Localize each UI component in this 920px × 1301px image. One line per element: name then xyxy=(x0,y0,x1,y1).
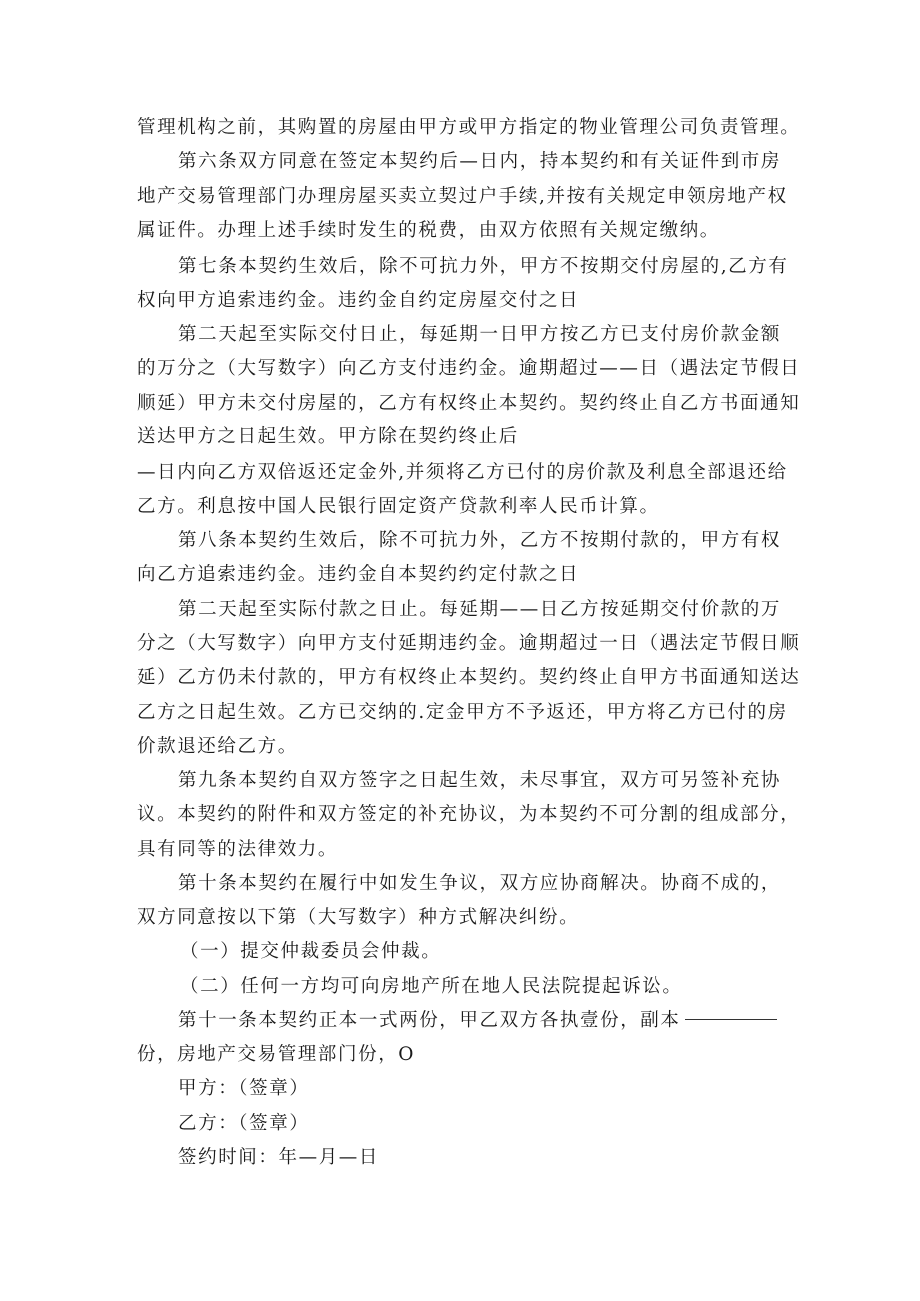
text-line: 属证件。办理上述手续时发生的税费，由双方依照有关规定缴纳。 xyxy=(137,220,720,241)
article-8-line: 第八条本契约生效后，除不可抗力外，乙方不按期付款的，甲方有权 xyxy=(178,530,782,551)
text-line: 价款退还给乙方。 xyxy=(137,736,298,757)
text-line: 双方同意按以下第（大写数字）种方式解决纠纷。 xyxy=(137,907,580,928)
text-line: 具有同等的法律效力。 xyxy=(137,839,339,860)
text-line: 顺延）甲方未交付房屋的，乙方有权终止本契约。契约终止自乙方书面通知 xyxy=(137,393,801,414)
text-line: 乙方。利息按中国人民银行固定资产贷款利率人民币计算。 xyxy=(137,496,660,517)
party-b-signature: 乙方：（签章） xyxy=(178,1113,310,1134)
article-6-line: 第六条双方同意在签定本契约后—日内，持本契约和有关证件到市房 xyxy=(178,151,782,172)
text-line: 份，房地产交易管理部门份，O xyxy=(137,1044,416,1065)
text-line: 的万分之（大写数字）向乙方支付违约金。逾期超过——日（遇法定节假日 xyxy=(137,358,801,379)
text-line: 向乙方追索违约金。违约金自本契约约定付款之日 xyxy=(137,564,580,585)
text-line: 送达甲方之日起生效。甲方除在契约终止后 xyxy=(137,426,519,447)
article-11-line xyxy=(178,1004,838,1038)
party-a-signature: 甲方：（签章） xyxy=(178,1078,310,1099)
text-line: 权向甲方追索违约金。违约金自约定房屋交付之日 xyxy=(137,290,580,311)
signing-date: 签约时间：年—月—日 xyxy=(178,1147,380,1168)
text-line: 第二天起至实际交付日止，每延期一日甲方按乙方已支付房价款金额 xyxy=(178,324,782,345)
text-line: 管理机构之前，其购置的房屋由甲方或甲方指定的物业管理公司负责管理。 xyxy=(137,117,801,138)
text-line: 分之（大写数字）向甲方支付延期违约金。逾期超过一日（遇法定节假日顺 xyxy=(137,633,801,654)
text-line: 第二天起至实际付款之日止。每延期——日乙方按延期交付价款的万 xyxy=(178,599,782,620)
text-line: 延）乙方仍未付款的，甲方有权终止本契约。契约终止自甲方书面通知送达 xyxy=(137,667,801,688)
text-line: 议。本契约的附件和双方签定的补充协议，为本契约不可分割的组成部分， xyxy=(137,804,801,825)
option-1: （一）提交仲裁委员会仲裁。 xyxy=(180,941,442,962)
text-line: —日内向乙方双倍返还定金外,并须将乙方已付的房价款及利息全部退还给 xyxy=(137,462,788,483)
article-9-line: 第九条本契约自双方签字之日起生效，未尽事宜，双方可另签补充协 xyxy=(178,770,782,791)
text-line: 地产交易管理部门办理房屋买卖立契过户手续,并按有关规定申领房地产权 xyxy=(137,186,788,207)
option-2: （二）任何一方均可向房地产所在地人民法院提起诉讼。 xyxy=(180,976,683,997)
text-span: 第十一条本契约正本一式两份，甲乙双方各执壹份，副本 xyxy=(178,1010,681,1031)
article-7-line: 第七条本契约生效后，除不可抗力外，甲方不按期交付房屋的,乙方有 xyxy=(178,256,789,277)
text-line: 乙方之日起生效。乙方已交纳的.定金甲方不予返还，甲方将乙方已付的房 xyxy=(137,702,788,723)
blank-underline xyxy=(685,1018,777,1020)
article-10-line: 第十条本契约在履行中如发生争议，双方应协商解决。协商不成的， xyxy=(178,873,782,894)
